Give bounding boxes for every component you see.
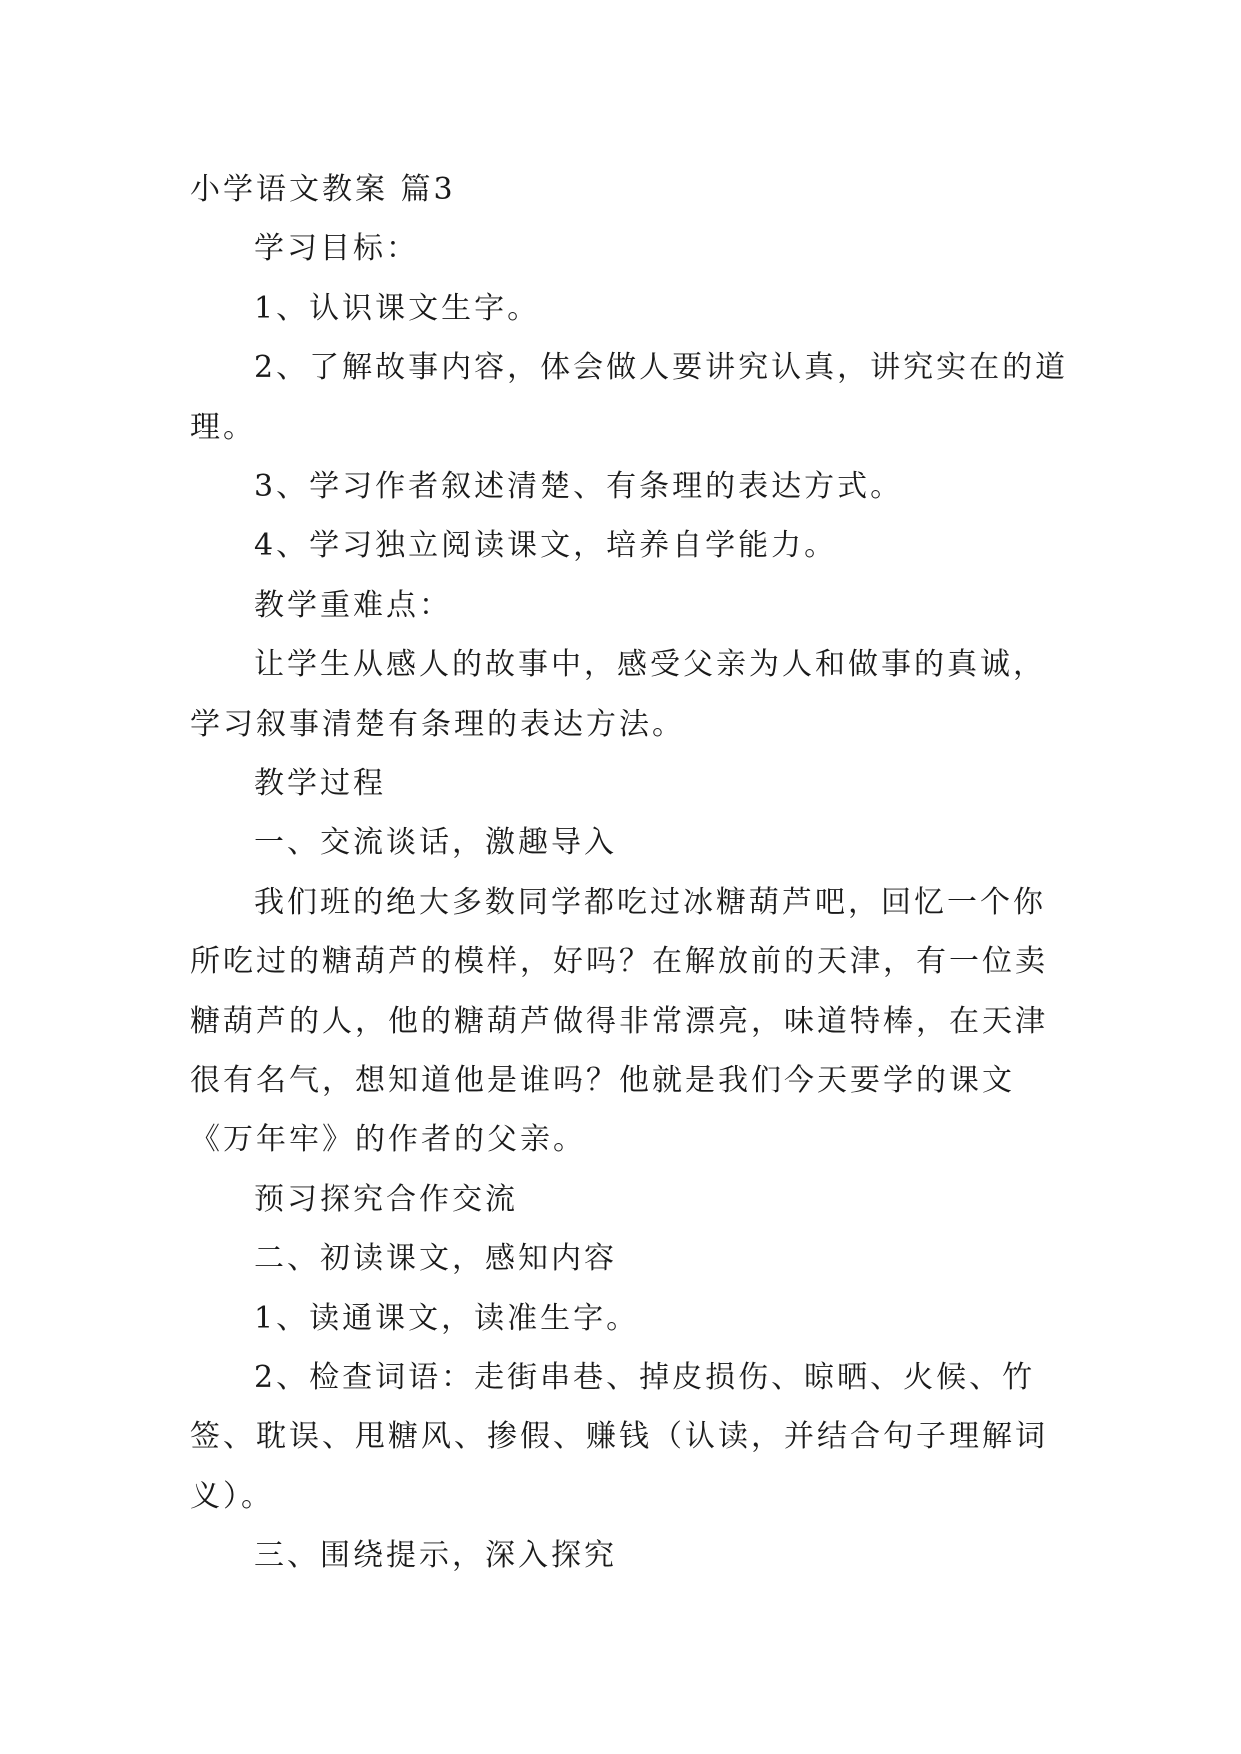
section-heading-process: 教学过程 <box>254 765 386 801</box>
key-points-paragraph: 让学生从感人的故事中，感受父亲为人和做事的真诚，学习叙事清楚有条理的表达方法。 <box>190 647 1046 742</box>
section-heading-key-points: 教学重难点： <box>254 587 452 623</box>
objective-item-4: 4、学习独立阅读课文，培养自学能力。 <box>254 528 838 564</box>
section-heading-preview: 预习探究合作交流 <box>254 1181 518 1217</box>
section-heading-objectives: 学习目标： <box>254 231 419 267</box>
document-body <box>190 160 1070 1586</box>
step-heading-2: 二、初读课文，感知内容 <box>254 1241 617 1277</box>
document-title: 小学语文教案 篇3 <box>190 172 456 207</box>
objective-item-3: 3、学习作者叙述清楚、有条理的表达方式。 <box>254 468 904 504</box>
reading-item-1: 1、读通课文，读准生字。 <box>254 1300 640 1336</box>
objective-item-2: 2、了解故事内容，体会做人要讲究认真，讲究实在的道理。 <box>190 350 1069 445</box>
step-heading-3: 三、围绕提示，深入探究 <box>254 1538 617 1574</box>
reading-item-2: 2、检查词语：走街串巷、掉皮损伤、晾晒、火候、竹签、耽误、甩糖风、掺假、赚钱（认读，并结合句子理解词义）。 <box>190 1359 1048 1514</box>
objective-item-1: 1、认识课文生字。 <box>254 290 541 326</box>
intro-paragraph: 我们班的绝大多数同学都吃过冰糖葫芦吧，回忆一个你所吃过的糖葫芦的模样，好吗？在解放前的天津，有一位卖糖葫芦的人，他的糖葫芦做得非常漂亮，味道特棒，在天津很有名气，想知道他是谁吗？他就是我们今天要学的课文《万年牢》的作者的父亲。 <box>190 884 1048 1158</box>
step-heading-1: 一、交流谈话，激趣导入 <box>254 825 617 861</box>
